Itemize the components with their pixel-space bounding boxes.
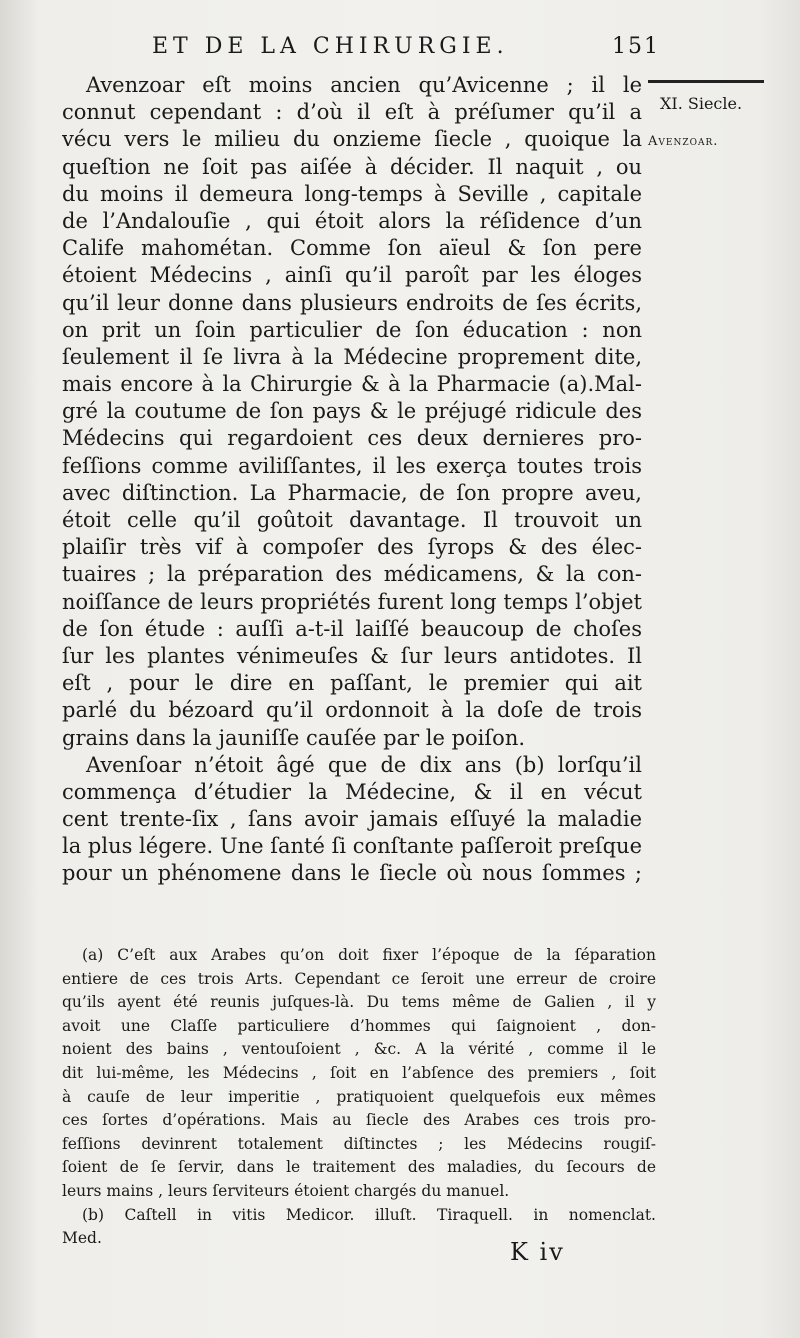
footnote-line: entiere de ces trois Arts. Cependant ce ſeroit une erreur de croire (62, 969, 656, 988)
text-line: Avenſoar n’étoit âgé que de dix ans (b) lorſqu’il (86, 752, 642, 777)
footnote-line: ſoient de ſe ſervir, dans le traitement des maladies, du ſecours de (62, 1158, 656, 1177)
footnote-line: feſſions devinrent totalement diſtinctes ; les Médecins rougiſ- (62, 1134, 656, 1153)
margin-note-name: Avenzoar. (648, 134, 719, 149)
page-number: 151 (612, 34, 660, 59)
margin-rule (648, 80, 764, 83)
text-line: Calife mahométan. Comme ſon aïeul & ſon pere (62, 236, 642, 261)
main-text (62, 72, 642, 888)
footnote-line: leurs mains , leurs ſerviteurs étoient chargés du manuel. (62, 1181, 510, 1200)
text-line: avec diſtinction. La Pharmacie, de ſon propre aveu, (62, 480, 642, 505)
text-line: de ſon étude : auſſi a-t-il laiſſé beaucoup de choſes (62, 616, 642, 641)
text-line: pour un phénomene dans le ſiecle où nous ſommes ; (62, 861, 642, 886)
text-line: noiſſance de leurs propriétés furent long temps l’objet (62, 589, 642, 614)
page-header (60, 34, 660, 64)
text-line: mais encore à la Chirurgie & à la Pharmacie (a).Mal- (62, 372, 642, 397)
footnote-line: (b) Caſtell in vitis Medicor. illuſt. Tiraquell. in nomenclat. (82, 1205, 656, 1224)
footnote-line: avoit une Claſſe particuliere d’hommes qui ſaignoient , don- (62, 1016, 656, 1035)
text-line: ſeulement il ſe livra à la Médecine proprement dite, (62, 344, 642, 369)
text-line: feſſions comme aviliſſantes, il les exerça toutes trois (62, 453, 642, 478)
text-line: parlé du bézoard qu’il ordonnoit à la doſe de trois (62, 698, 642, 723)
text-line: ſur les plantes vénimeuſes & ſur leurs antidotes. Il (62, 643, 642, 668)
footnote-line: (a) C’eſt aux Arabes qu’on doit fixer l’époque de la ſéparation (82, 946, 656, 964)
text-line: Avenzoar eſt moins ancien qu’Avicenne ; il le (86, 73, 642, 97)
text-line: Médecins qui regardoient ces deux dernieres pro- (62, 426, 642, 451)
text-line: on prit un ſoin particulier de ſon éducation : non (62, 317, 642, 342)
margin-note-century: XI. Siecle. (660, 94, 743, 113)
text-line: étoit celle qu’il goûtoit davantage. Il trouvoit un (62, 508, 642, 532)
text-line: de l’Andalouſie , qui étoit alors la réſidence d’un (62, 208, 642, 233)
text-line: cent trente-ſix , ſans avoir jamais eſſuyé la maladie (62, 807, 642, 832)
text-line: du moins il demeura long-temps à Seville , capitale (62, 181, 642, 206)
running-head: ET DE LA CHIRURGIE. (152, 34, 509, 59)
text-line: vécu vers le milieu du onzieme ſiecle , quoique la (62, 127, 642, 152)
text-line: queſtion ne ſoit pas aiſée à décider. Il naquit , ou (62, 154, 642, 179)
footnotes (62, 944, 656, 1251)
text-line: la plus légere. Une ſanté ſi conſtante paſſeroit preſque (62, 834, 642, 859)
footnote-line: ces ſortes d’opérations. Mais au ſiecle des Arabes ces trois pro- (62, 1111, 656, 1130)
text-line: étoient Médecins , ainſi qu’il paroît par les éloges (62, 263, 642, 288)
footnote-line: dit lui-même, les Médecins , ſoit en l’abſence des premiers , ſoit (62, 1063, 656, 1082)
text-line: qu’il leur donne dans plusieurs endroits de ſes écrits, (62, 290, 642, 315)
text-line: tuaires ; la préparation des médicamens, & la con- (62, 562, 642, 587)
text-line: plaiſir très vif à compoſer des ſyrops & des élec- (62, 535, 642, 560)
text-line: connut cependant : d’où il eſt à préſumer qu’il a (62, 100, 642, 125)
footnote-line: Med. (62, 1229, 102, 1248)
footnote-line: à cauſe de leur imperitie , pratiquoient quelquefois eux mêmes (62, 1087, 656, 1106)
footnote-line: noient des bains , ventouſoient , &c. A la vérité , comme il le (62, 1040, 656, 1059)
text-line: commença d’étudier la Médecine, & il en vécut (62, 779, 642, 804)
signature-mark: K iv (510, 1238, 565, 1266)
text-line: gré la coutume de ſon pays & le préjugé ridicule des (62, 399, 642, 424)
text-line: grains dans la jauniſſe cauſée par le poiſon. (62, 725, 526, 750)
text-line: eſt , pour le dire en paſſant, le premier qui ait (62, 671, 642, 696)
footnote-line: qu’ils ayent été reunis juſques-là. Du tems même de Galien , il y (62, 993, 656, 1012)
